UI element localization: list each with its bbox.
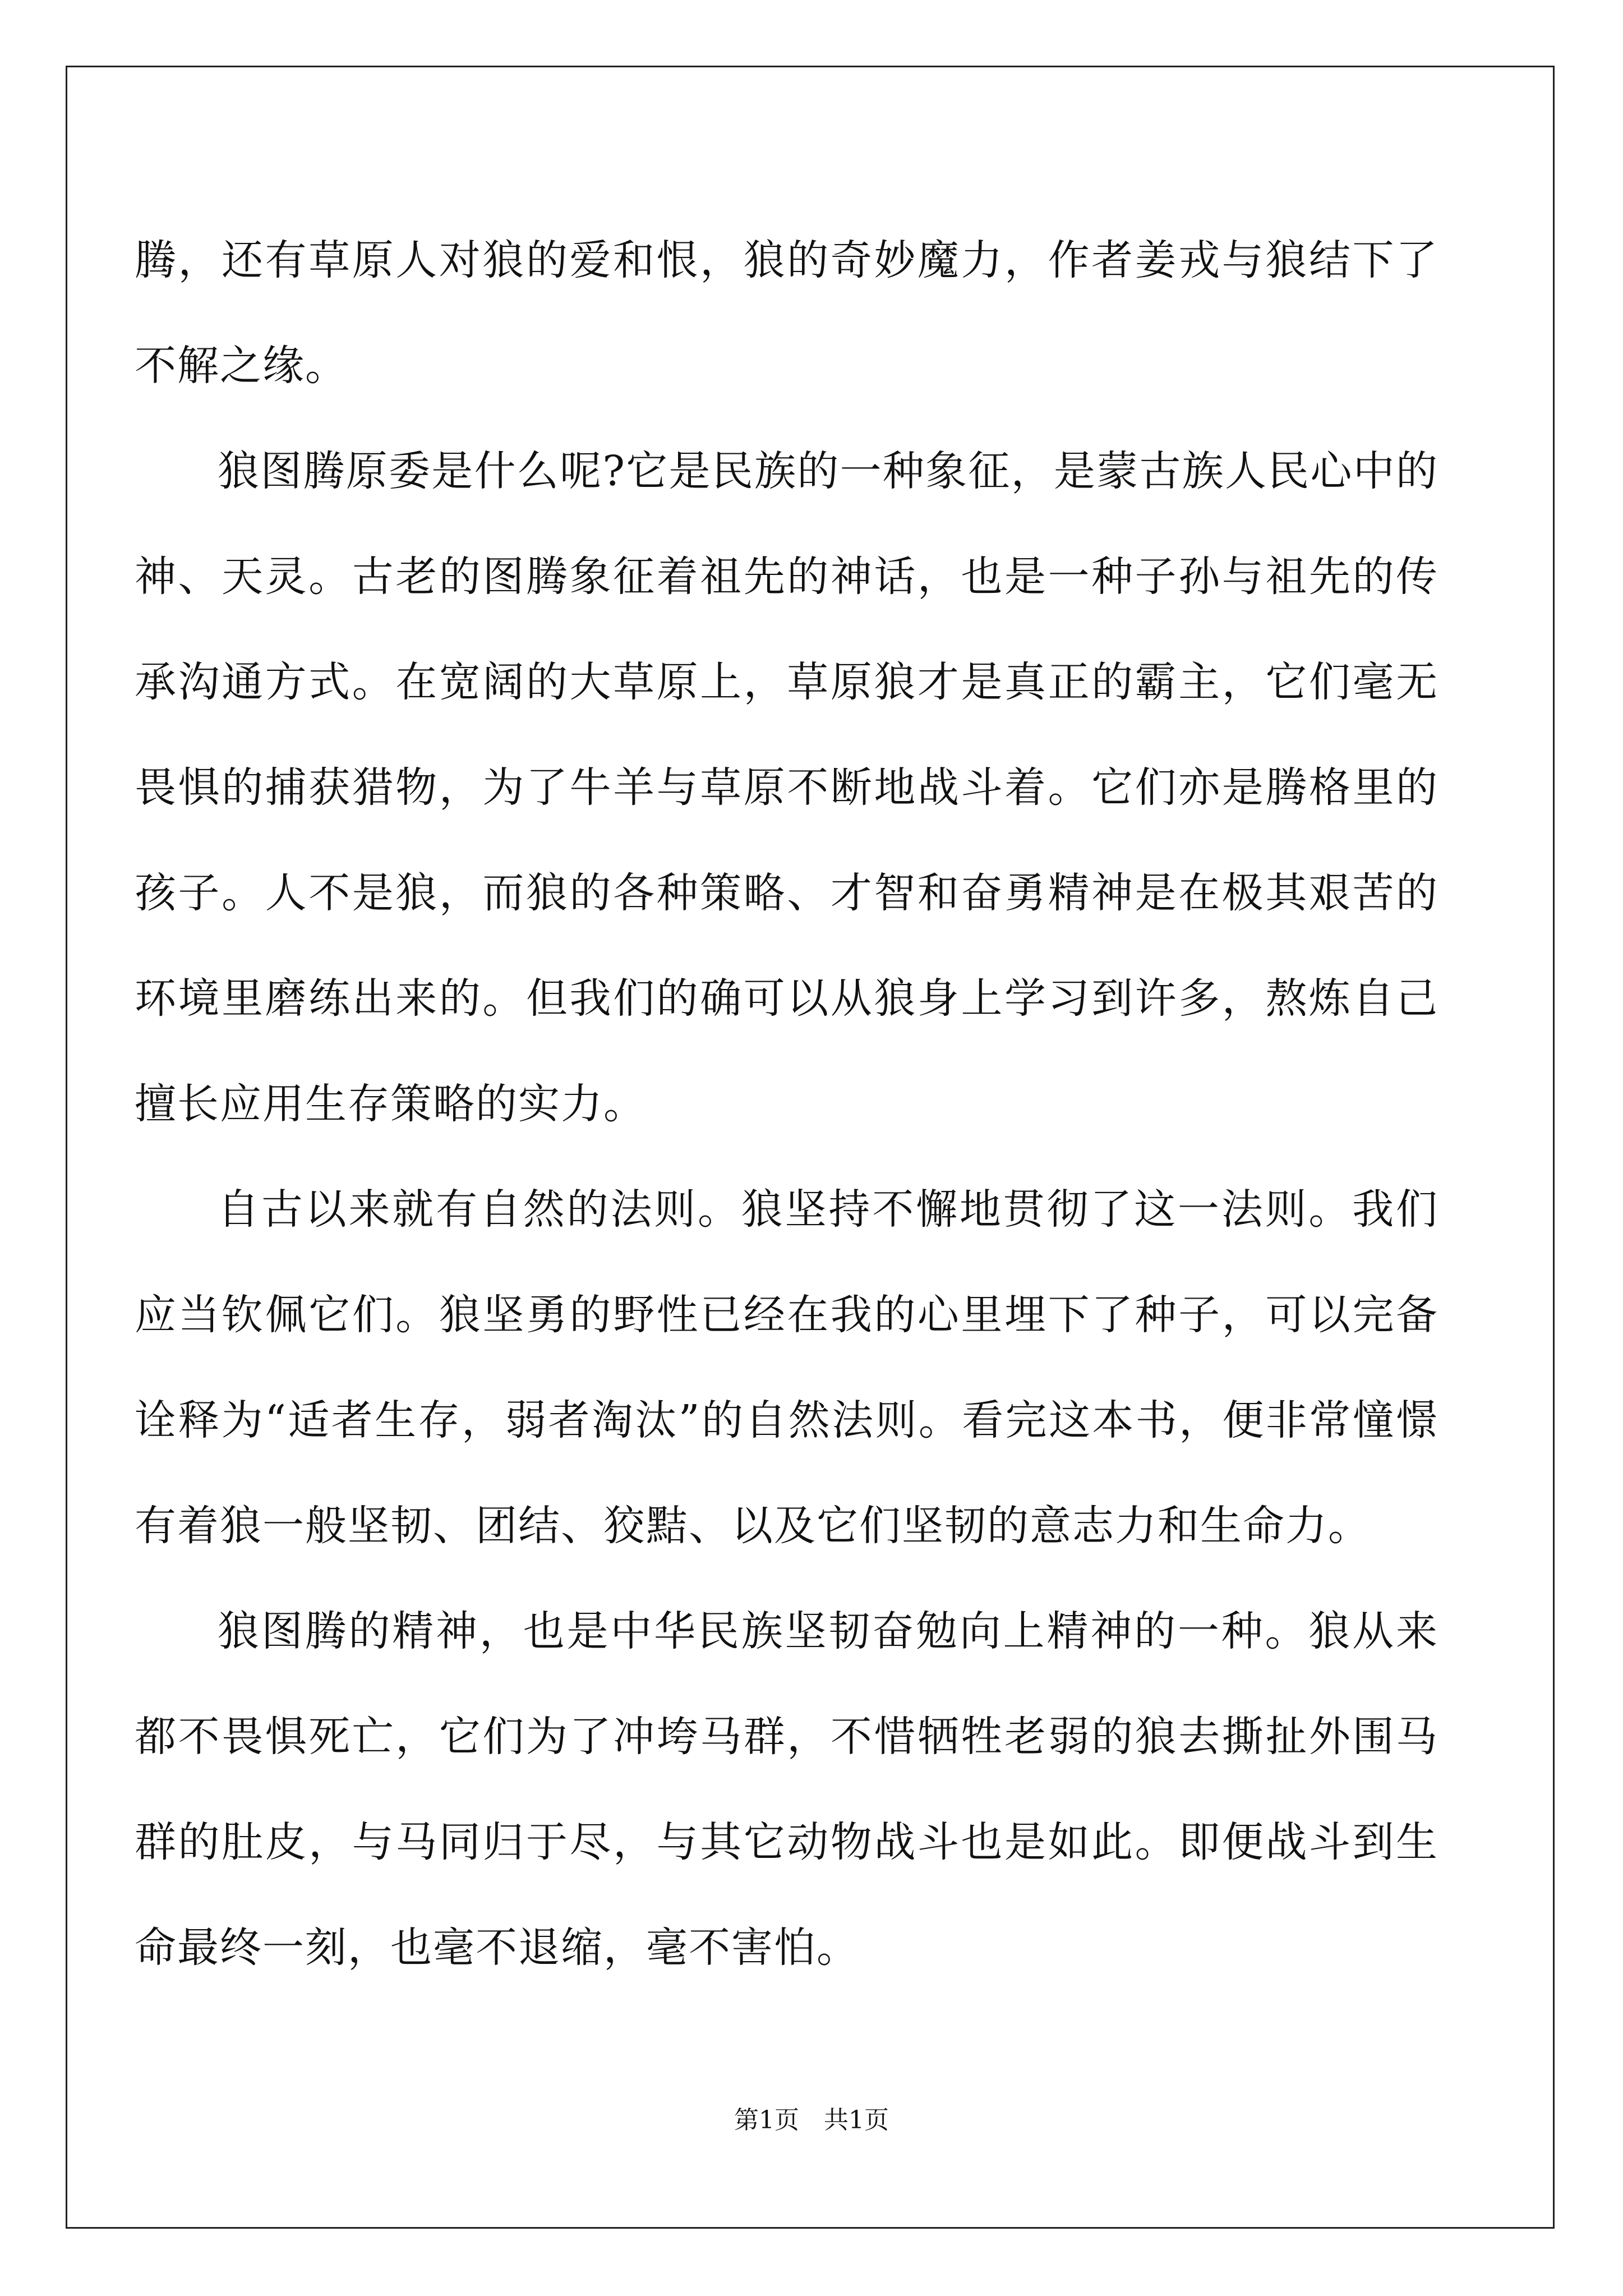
paragraph-3: 自古以来就有自然的法则。狼坚持不懈地贯彻了这一法则。我们应当钦佩它们。狼坚勇的野性已经在我的心里埋下了种子，可以完备诠释为“适者生存，弱者淘汰”的自然法则。看完这本书，便非常憧憬有着狼一般坚韧、团结、狡黠、以及它们坚韧的意志力和生命力。 — [135, 1185, 1438, 1550]
page-number-footer: 第1页 共1页 — [734, 2106, 889, 2134]
paragraph-4: 狼图腾的精神，也是中华民族坚韧奋勉向上精神的一种。狼从来都不畏惧死亡，它们为了冲垮马群，不惜牺牲老弱的狼去撕扯外围马群的肚皮，与马同归于尽，与其它动物战斗也是如此。即便战斗到生命最终一刻，也毫不退缩，毫不害怕。 — [135, 1607, 1438, 1972]
paragraph-2: 狼图腾原委是什么呢?它是民族的一种象征，是蒙古族人民心中的神、天灵。古老的图腾象征着祖先的神话，也是一种子孙与祖先的传承沟通方式。在宽阔的大草原上，草原狼才是真正的霸主，它们毫无畏惧的捕获猎物，为了牛羊与草原不断地战斗着。它们亦是腾格里的孩子。人不是狼，而狼的各种策略、才智和奋勇精神是在极其艰苦的环境里磨练出来的。但我们的确可以从狼身上学习到许多，熬炼自己擅长应用生存策略的实力。 — [135, 447, 1438, 1128]
document-body — [135, 208, 1438, 2000]
paragraph-1: 腾，还有草原人对狼的爱和恨，狼的奇妙魔力，作者姜戎与狼结下了不解之缘。 — [135, 236, 1438, 390]
